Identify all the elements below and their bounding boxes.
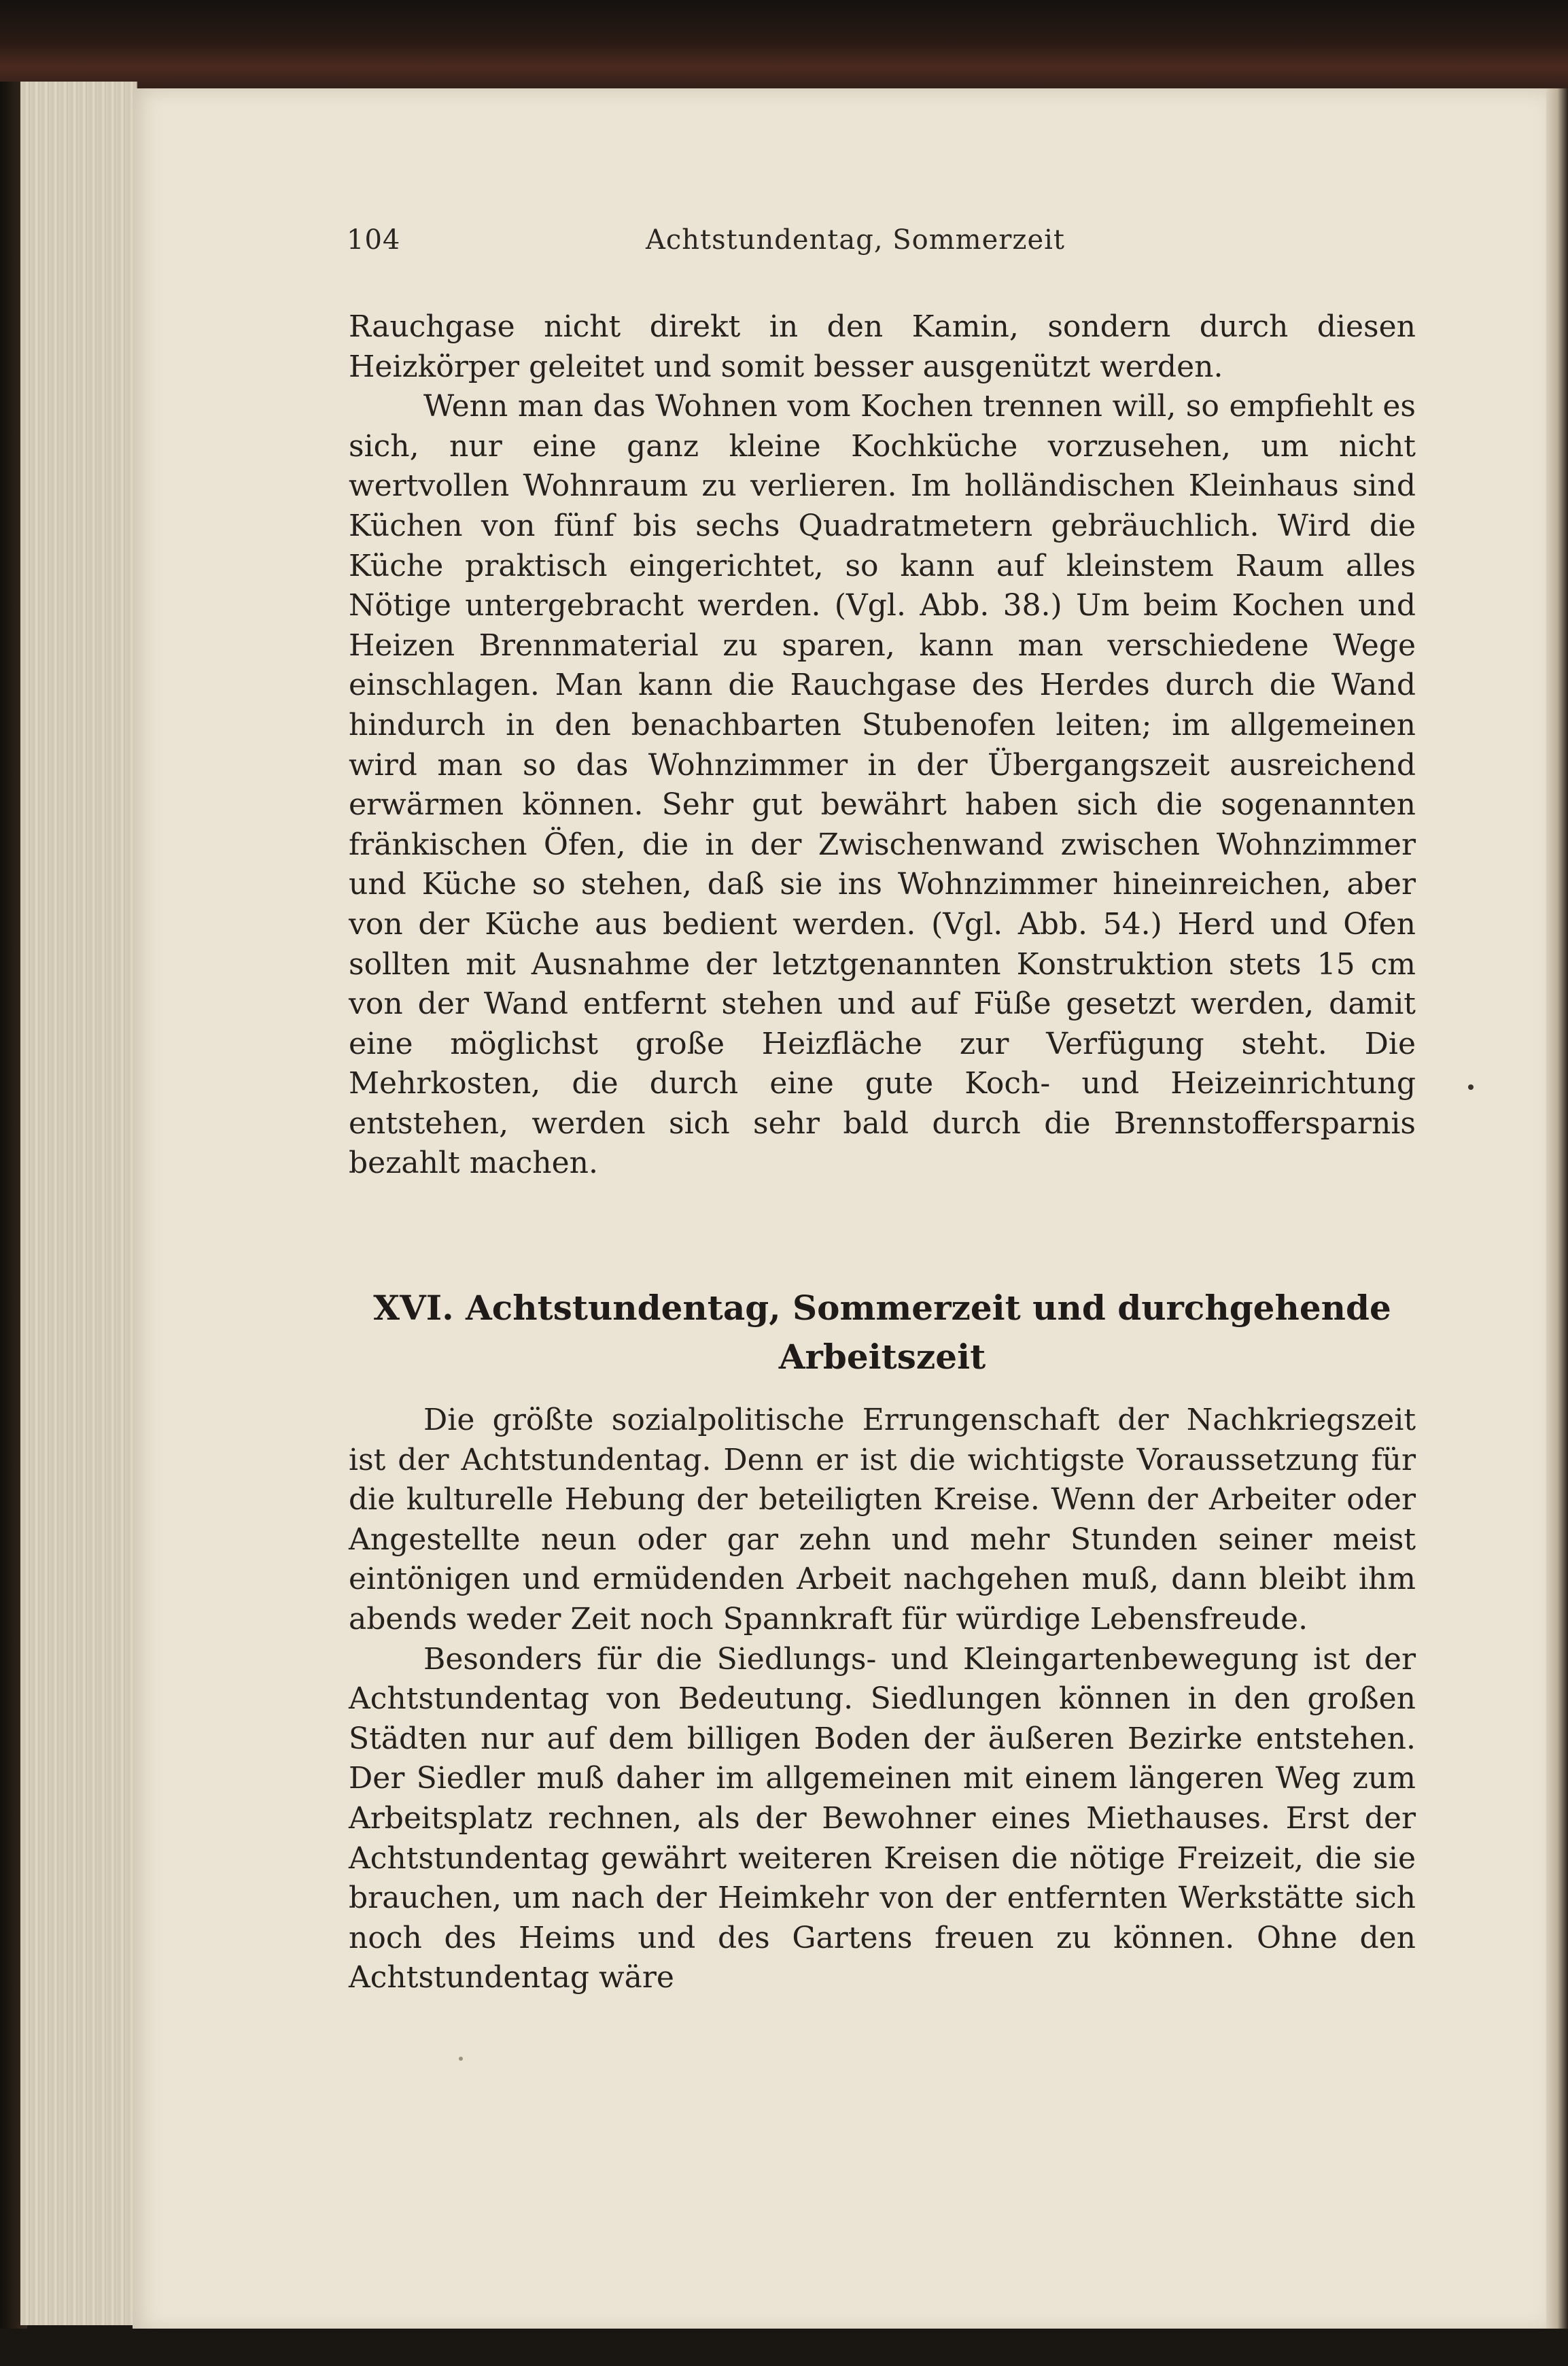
- book-binding-bottom: [0, 2329, 1568, 2366]
- page-number: 104: [347, 224, 401, 256]
- paper-speck: [459, 2057, 463, 2061]
- section-heading: [349, 1284, 1416, 1382]
- section-heading-line-1: XVI. Achtstundentag, Sommerzeit und durchgehende: [373, 1288, 1391, 1328]
- paragraph-siedlung: Besonders für die Siedlungs- und Kleingartenbewegung ist der Achtstundentag von Bedeutung. Siedlungen können in den großen Städten nur auf dem billigen Boden der äußeren Bezirke entstehen. Der Siedler muß daher im allgemeinen mit einem längeren Weg zum Arbeitsplatz rechnen, als der Bewohner eines Miethauses. Erst der Achtstundentag gewährt weiteren Kreisen die nötige Freizeit, die sie brauchen, um nach der Heimkehr von der entfernten Werkstätte sich noch des Heims und des Gartens freuen zu können. Ohne den Achtstundentag wäre: [349, 1641, 1416, 1995]
- page-edge-stack: [20, 82, 137, 2325]
- book-binding-top: [0, 0, 1568, 95]
- section-heading-line-2: Arbeitszeit: [778, 1337, 986, 1377]
- paragraph-continuation: Rauchgase nicht direkt in den Kamin, sondern durch diesen Heizkörper geleitet und somit besser ausgenützt werden.: [349, 309, 1416, 384]
- body-text-top: [349, 307, 1416, 1184]
- running-header: [347, 224, 1104, 265]
- paper-speck: [1468, 1084, 1474, 1090]
- paragraph-achtstundentag: Die größte sozialpolitische Errungenschaft der Nachkriegszeit ist der Achtstundentag. Denn er ist die wichtigste Voraussetzung für die kulturelle Hebung der beteiligten Kreise. Wenn der Arbeiter oder Angestellte neun oder gar zehn und mehr Stunden seiner meist eintönigen und ermüdenden Arbeit nachgehen muß, dann bleibt ihm abends weder Zeit noch Spannkraft für würdige Lebensfreude.: [349, 1403, 1416, 1636]
- body-text-bottom: [349, 1401, 1416, 1998]
- paragraph-kitchen: Wenn man das Wohnen vom Kochen trennen will, so empfiehlt es sich, nur eine ganz kleine Kochküche vorzusehen, um nicht wertvollen Wohnraum zu verlieren. Im holländischen Kleinhaus sind Küchen von fünf bis sechs Quadratmetern gebräuchlich. Wird die Küche praktisch eingerichtet, so kann auf kleinstem Raum alles Nötige untergebracht werden. (Vgl. Abb. 38.) Um beim Kochen und Heizen Brennmaterial zu sparen, kann man verschiedene Wege einschlagen. Man kann die Rauchgase des Herdes durch die Wand hindurch in den benachbarten Stubenofen leiten; im allgemeinen wird man so das Wohnzimmer in der Übergangszeit ausreichend erwärmen können. Sehr gut bewährt haben sich die sogenannten fränkischen Öfen, die in der Zwischenwand zwischen Wohnzimmer und Küche so stehen, daß sie ins Wohnzimmer hineinreichen, aber von der Küche aus bedient werden. (Vgl. Abb. 54.) Herd und Ofen sollten mit Ausnahme der letztgenannten Konstruktion stets 15 cm von der Wand entfernt stehen und auf Füße gesetzt werden, damit eine möglichst große Heizfläche zur Verfügung steht. Die Mehrkosten, die durch eine gute Koch- und Heizeinrichtung entstehen, werden sich sehr bald durch die Brennstoffersparnis bezahlt machen.: [349, 389, 1416, 1181]
- running-title: Achtstundentag, Sommerzeit: [646, 224, 1065, 256]
